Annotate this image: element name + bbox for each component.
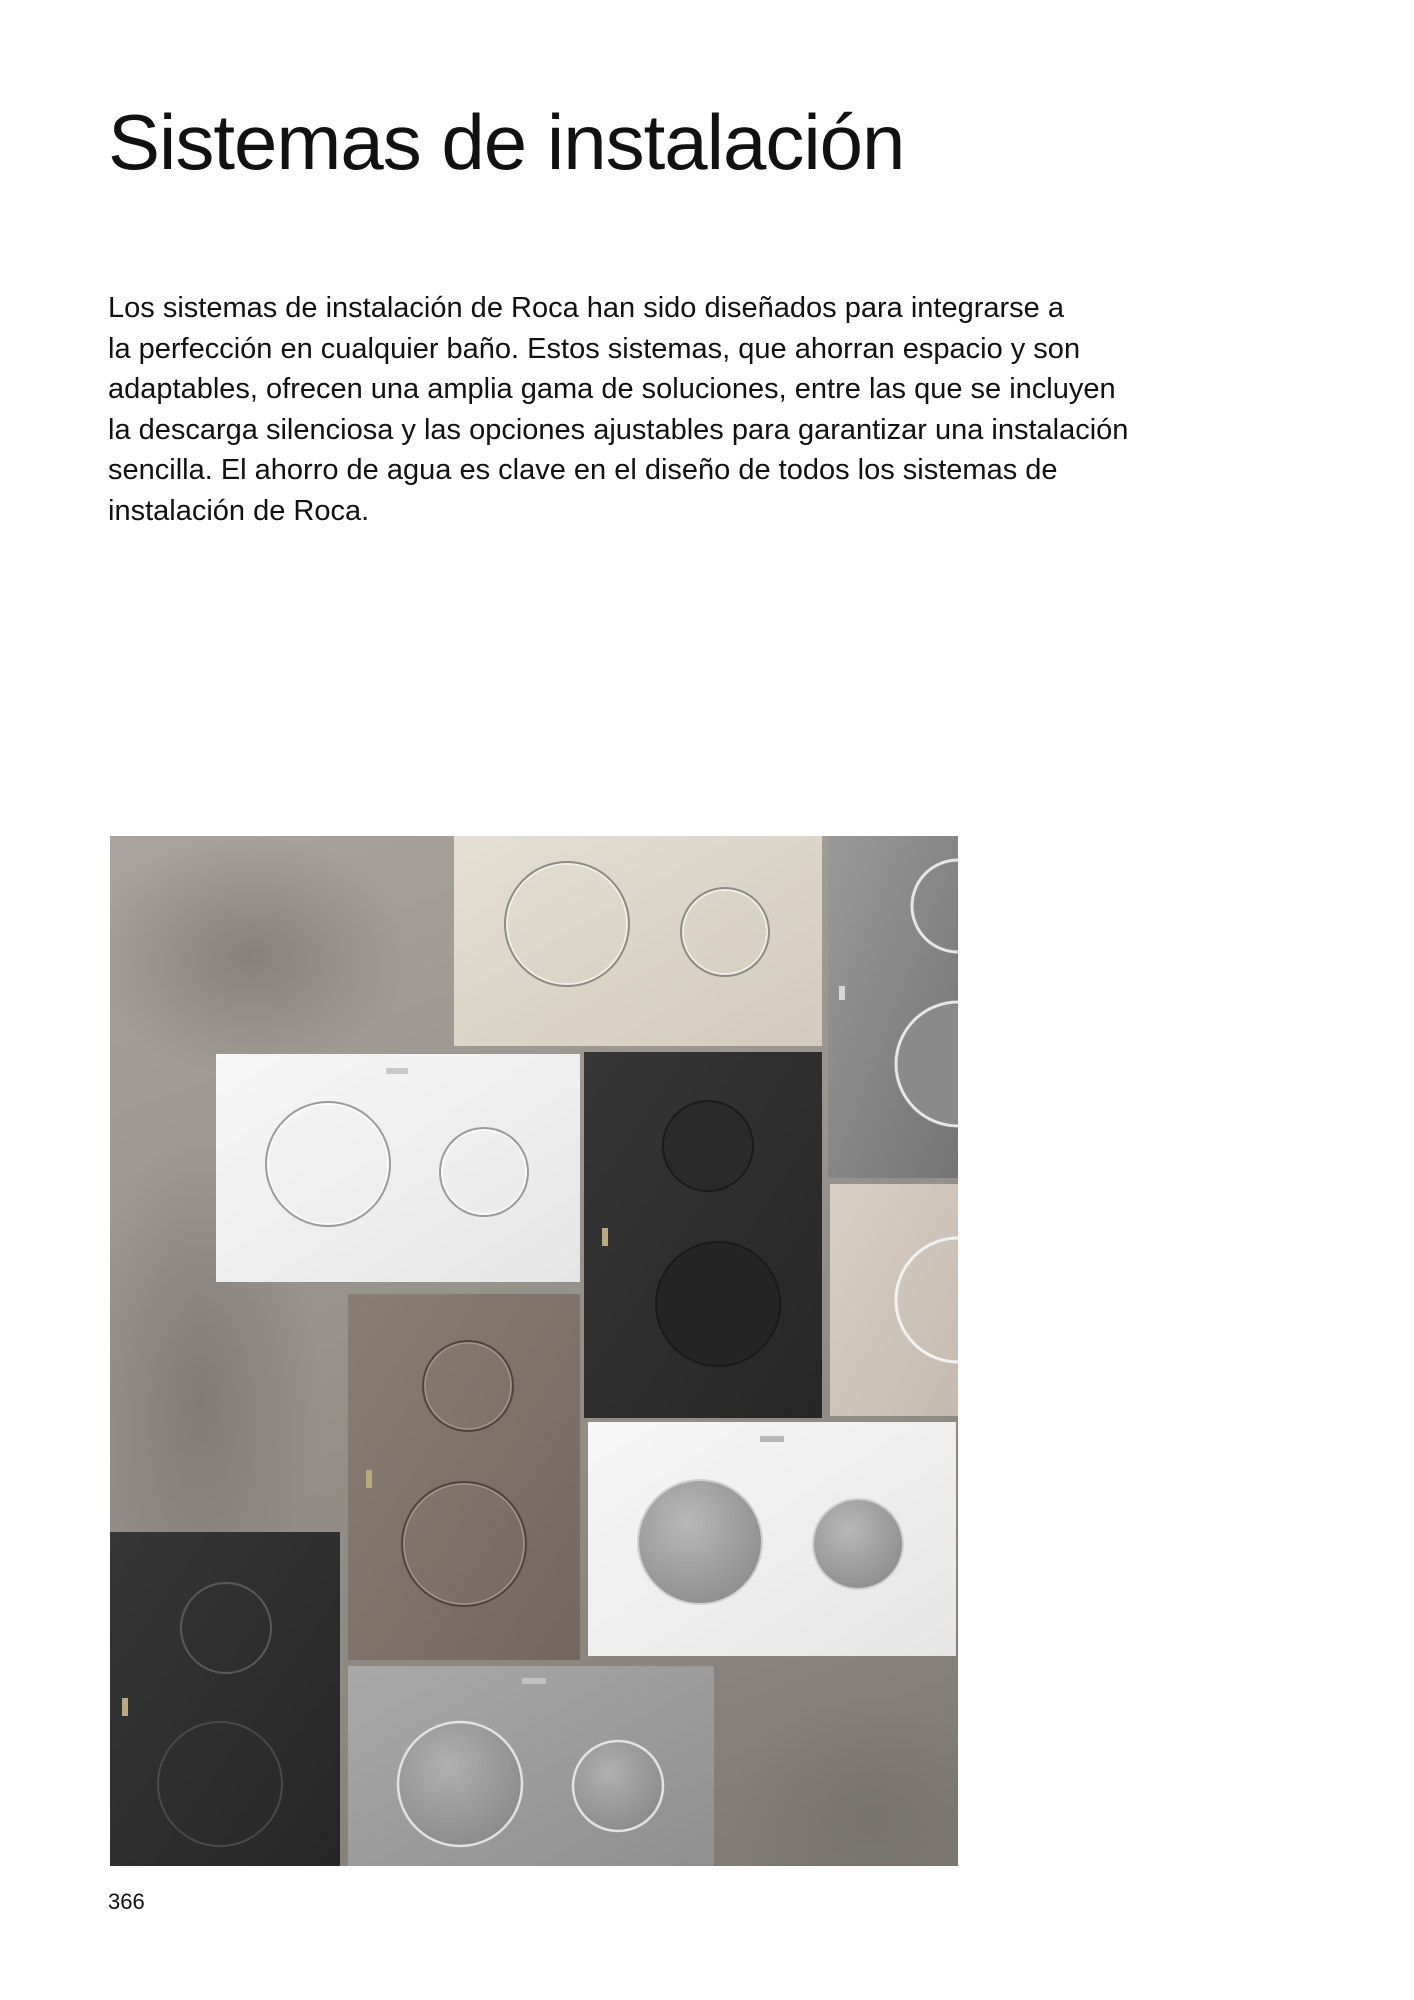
intro-line: sencilla. El ahorro de agua es clave en el diseño de todos los sistemas de: [108, 454, 1058, 486]
champagne-flush-plate: [830, 1184, 958, 1416]
intro-line: Los sistemas de instalación de Roca han sido diseñados para integrarse a: [108, 292, 1064, 324]
intro-paragraph: [108, 288, 1238, 531]
black-vertical-flush-plate: [110, 1532, 340, 1866]
dark-steel-flush-plate: [828, 836, 958, 1178]
flush-plates-photo: [110, 836, 958, 1866]
white-flush-plate: [216, 1054, 580, 1282]
black-flush-plate: [584, 1052, 822, 1418]
intro-line: instalación de Roca.: [108, 494, 370, 527]
white-grey-flush-plate: [588, 1422, 956, 1656]
page-number: 366: [108, 1889, 145, 1914]
background-shadow: [730, 1696, 958, 1866]
intro-line: adaptables, ofrecen una amplia gama de soluciones, entre las que se incluyen: [108, 373, 1116, 405]
intro-line: la perfección en cualquier baño. Estos sistemas, que ahorran espacio y son: [108, 332, 1081, 365]
bronze-flush-plate: [348, 1294, 580, 1660]
beige-flush-plate: [454, 836, 822, 1046]
steel-flush-plate: [348, 1666, 714, 1866]
background-shadow: [110, 836, 410, 1076]
page-title: Sistemas de instalación: [108, 98, 905, 186]
intro-line: la descarga silenciosa y las opciones ajustables para garantizar una instalación: [108, 413, 1129, 446]
